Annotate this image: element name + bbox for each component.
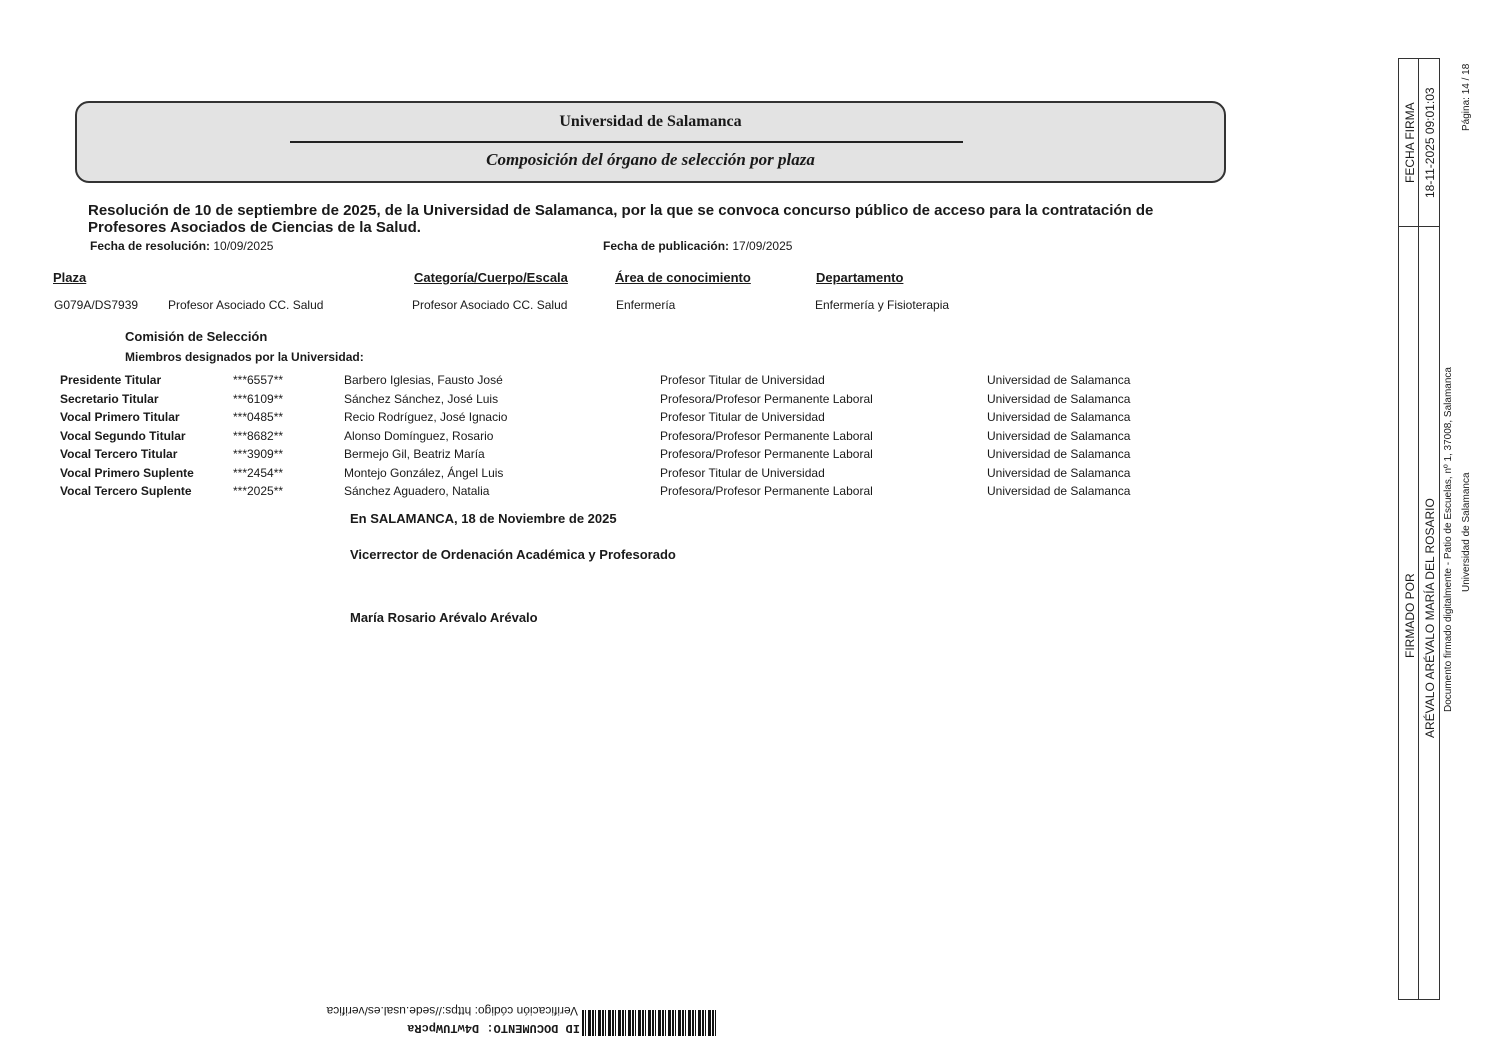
member-institution: Universidad de Salamanca [987,373,1131,387]
table-row [0,410,1200,428]
fecha-firma-value: 18-11-2025 09:01:03 [1423,87,1437,198]
fecha-resolucion-label: Fecha de resolución: [90,239,211,253]
member-category: Profesora/Profesor Permanente Laboral [660,391,873,406]
member-id: ***8682** [233,428,284,443]
member-category: Profesor Titular de Universidad [660,373,825,387]
member-category: Profesora/Profesor Permanente Laboral [660,484,873,498]
member-role: Vocal Tercero Suplente [60,484,192,498]
header-categoria: Categoría/Cuerpo/Escala [414,270,568,285]
member-id: ***6109** [233,391,284,406]
sidebar-divider-vertical [1418,59,1419,999]
document-id: ID DOCUMENTO: D4wTUWpcRa [407,1021,580,1035]
member-category: Profesor Titular de Universidad [660,465,825,480]
member-name: Barbero Iglesias, Fausto José [344,373,503,387]
document-subtitle: Composición del órgano de selección por plaza [486,150,815,169]
verification-text: Verificación código: https://sede.usal.es/verifica [326,1004,578,1018]
table-row [0,392,1200,410]
member-institution: Universidad de Salamanca [987,428,1131,443]
barcode-image [582,1010,718,1036]
member-name: Bermejo Gil, Beatriz María [344,447,485,461]
member-institution: Universidad de Salamanca [987,484,1131,498]
header-departamento: Departamento [816,270,904,285]
header-divider [290,141,963,143]
member-name: Sánchez Aguadero, Natalia [344,484,490,498]
member-role: Vocal Primero Suplente [60,465,194,480]
member-institution: Universidad de Salamanca [987,410,1131,424]
member-id: ***6557** [233,373,284,387]
member-id: ***2025** [233,484,284,498]
firmado-por-label: FIRMADO POR [1403,573,1417,658]
member-name: Montejo González, Ángel Luis [344,465,504,480]
member-role: Vocal Tercero Titular [60,447,178,461]
table-row [0,484,1200,502]
sidebar-divider-horizontal [1399,226,1439,227]
plaza-categoria: Profesor Asociado CC. Salud [412,298,568,312]
member-category: Profesora/Profesor Permanente Laboral [660,428,873,443]
member-role: Presidente Titular [60,373,162,387]
digital-signature-note: Documento firmado digitalmente - Patio de Escuelas, nº 1, 37008, Salamanca [1443,367,1454,712]
document-header [75,101,1226,183]
place-date: En SALAMANCA, 18 de Noviembre de 2025 [350,511,617,526]
member-role: Vocal Segundo Titular [60,428,186,443]
comision-title: Comisión de Selección [125,329,268,344]
plaza-nombre: Profesor Asociado CC. Salud [168,298,324,312]
plaza-codigo: G079A/DS7939 [54,298,139,312]
plaza-area: Enfermería [616,298,676,312]
fecha-resolucion [90,239,273,253]
member-id: ***0485** [233,410,284,424]
university-title: Universidad de Salamanca [559,113,742,130]
member-category: Profesora/Profesor Permanente Laboral [660,447,873,461]
member-id: ***3909** [233,447,284,461]
member-category: Profesor Titular de Universidad [660,410,825,424]
firmado-por-value: ARÉVALO ARÉVALO MARÍA DEL ROSARIO [1423,498,1437,738]
member-institution: Universidad de Salamanca [987,391,1131,406]
member-role: Vocal Primero Titular [60,410,180,424]
member-name: Sánchez Sánchez, José Luis [344,391,499,406]
member-institution: Universidad de Salamanca [987,465,1131,480]
header-plaza: Plaza [53,270,87,285]
table-row [0,429,1200,447]
signer-name: María Rosario Arévalo Arévalo [350,610,538,625]
member-institution: Universidad de Salamanca [987,447,1131,461]
page-number: Página: 14 / 18 [1461,63,1472,131]
header-area: Área de conocimiento [615,270,751,285]
table-row [0,373,1200,391]
member-id: ***2454** [233,465,284,480]
member-name: Recio Rodríguez, José Ignacio [344,410,508,424]
sidebar-institution: Universidad de Salamanca [1461,472,1472,592]
fecha-publicacion [603,239,792,253]
fecha-publicacion-label: Fecha de publicación: [603,239,730,253]
table-row [0,466,1200,484]
signer-position: Vicerrector de Ordenación Académica y Profesorado [350,547,676,562]
member-role: Secretario Titular [60,391,159,406]
table-row [0,447,1200,465]
comision-subtitle: Miembros designados por la Universidad: [125,350,364,364]
member-name: Alonso Domínguez, Rosario [344,428,494,443]
fecha-firma-label: FECHA FIRMA [1403,102,1417,183]
fecha-resolucion-value: 10/09/2025 [213,239,274,253]
fecha-publicacion-value: 17/09/2025 [732,239,793,253]
resolution-title: Resolución de 10 de septiembre de 2025, de la Universidad de Salamanca, por la que se convoca concurso público de acceso para la contratación de Profesores Asociados de Ciencias de la Salud. [88,202,1154,236]
plaza-departamento: Enfermería y Fisioterapia [815,298,950,312]
